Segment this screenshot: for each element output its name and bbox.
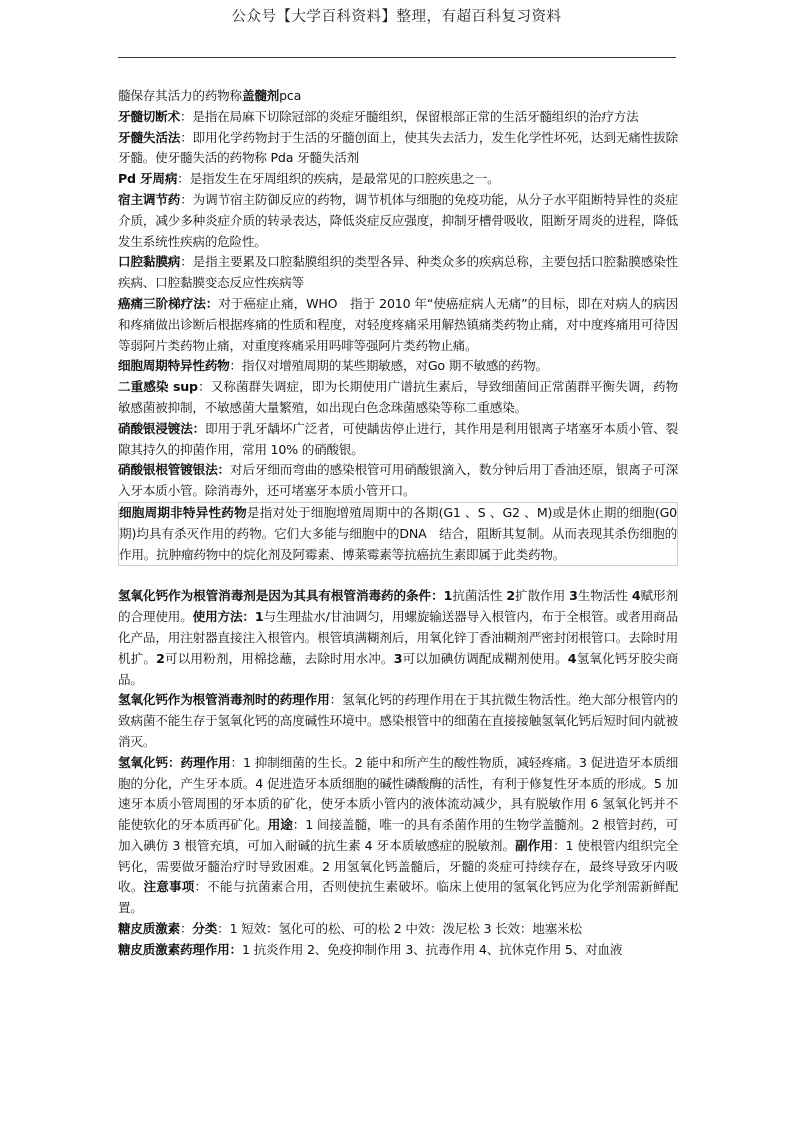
bold-term: 氢氧化钙作为根管消毒剂时的药理作用 [118, 692, 330, 708]
bold-term: 1 [254, 609, 264, 625]
body-text: ：1 使根管内组织完全钙化，需要做牙髓治疗时导致困难。2 用氢氧化钙盖髓后，牙髓的炎症可持续存在，最终导致牙内吸收。 [118, 837, 678, 895]
bold-term: 二重感染 sup [118, 379, 198, 395]
body-text: ：1 抑制细菌的生长。2 能中和所产生的酸性物质，减轻疼痛。3 促进造牙本质细胞的分化，产生牙本质。4 促进造牙本质细胞的碱性磷酸酶的活性，有利于修复性牙本质的形成。5 加速牙本质小管周围的牙本质的矿化，使牙本质小管内的液体流动减少，具有脱敏作用 6 氢氧化钙并不能使软化的牙本质再矿化。 [118, 754, 679, 833]
bold-term: 分类 [192, 921, 218, 937]
body-text: 与生理盐水/甘油调匀，用螺旋输送器导入根管内，布于全根管。或者用商品化产品，用注射器直接注入根管内。根管填满糊剂后，用氧化锌丁香油糊剂严密封闭根管口。去除时用机扩。 [118, 609, 678, 666]
body-text: ： [179, 921, 193, 937]
body-text: ：不能与抗菌素合用，否则使抗生素破坏。临床上使用的氢氧化钙应为化学剂需新鲜配置。 [118, 879, 679, 916]
body-text: ：为调节宿主防御反应的药物，调节机体与细胞的免疫功能，从分子水平阻断特异性的炎症介质，减少多种炎症介质的转录表达，降低炎症反应强度，抑制牙槽骨吸收，阻断牙周炎的进程，降低发生系统性疾病的危险性。 [118, 191, 678, 249]
paragraph-p7 [118, 294, 678, 356]
bold-term: 用途 [267, 817, 293, 833]
bold-term: 氢氧化钙：药理作用 [118, 754, 231, 770]
body-text: 是指对处于细胞增殖周期中的各期(G1 、S 、G2 、M)或是休止期的细胞(G0 期)均具有杀灭作用的药物。它们大多能与细胞中的DNA 结合，阻断其复制。从而表现其杀伤细胞的作用。抗肿瘤药物中的烷化剂及阿霉素、博莱霉素等抗癌抗生素即属于此类药物。 [119, 504, 677, 562]
bold-term: 3 [569, 588, 578, 604]
body-text: 抗菌活性 [452, 588, 507, 604]
body-text: ：1 间接盖髓，唯一的具有杀菌作用的生物学盖髓剂。2 根管封药，可加入碘仿 3 根管充填，可加入耐碱的抗生素 4 牙本质敏感症的脱敏剂。 [118, 817, 678, 853]
body-text: ：即用化学药物封于生活的牙髓创面上，使其失去活力，发生化学性坏死，达到无痛性拔除牙髓。使牙髓失活的药物称 Pda 牙髓失活剂 [118, 129, 678, 166]
paragraph-p9 [118, 377, 678, 419]
bold-term: 副作用 [515, 837, 553, 853]
bold-term: 牙髓失活法 [118, 129, 181, 145]
document-body [118, 86, 678, 961]
body-text: ：指仅对增殖周期的某些期敏感，对Go 期不敏感的药物。 [229, 358, 548, 374]
body-text: ：氢氧化钙的药理作用在于其抗微生物活性。绝大部分根管内的致病菌不能生存于氢氧化钙的高度碱性环境中。感染根管中的细菌在直接接触氢氧化钙后短时间内就被消灭。 [118, 692, 678, 749]
body-text: 生物活性 [577, 588, 632, 604]
bold-term: 使用方法： [192, 609, 255, 625]
bold-term: 注意事项 [143, 879, 195, 895]
paragraph-p16 [118, 919, 678, 940]
bold-term: 4 [631, 588, 641, 604]
body-text: ：是指主要累及口腔黏膜组织的类型各异、种类众多的疾病总称，主要包括口腔黏膜感染性疾病、口腔黏膜变态反应性疾病等 [118, 254, 678, 291]
bold-term: 盖髓剂 [241, 88, 280, 103]
body-text: ：是指在局麻下切除冠部的炎症牙髓组织，保留根部正常的生活牙髓组织的治疗方法 [179, 108, 639, 124]
body-text: 即用于乳牙龋坏广泛者，可使龋齿停止进行，其作用是利用银离子堵塞牙本质小管、裂隙其持久的抑菌作用，常用 10% 的硝酸银。 [118, 420, 678, 457]
body-text: 扩散作用 [514, 588, 570, 604]
bold-term: 细胞周期非特异性药物 [119, 504, 247, 520]
header-divider [118, 57, 676, 58]
paragraph-p14 [118, 690, 678, 752]
body-text: ：是指发生在牙周组织的疾病，是最常见的口腔疾患之一。 [177, 171, 500, 187]
bold-term: 细胞周期特异性药物 [118, 358, 230, 374]
body-text: 可以加碘仿调配成糊剂使用。 [402, 650, 568, 666]
body-text: ：又称菌群失调症，即为长期使用广谱抗生素后，导致细菌间正常菌群平衡失调，药物敏感菌被抑制，不敏感菌大量繁殖，如出现白色念珠菌感染等称二重感染。 [118, 379, 679, 415]
paragraph-p15 [118, 753, 678, 919]
body-text: 赋形剂的合理使用。 [118, 588, 678, 625]
paragraph-p10 [118, 419, 678, 461]
bold-term: 硝酸银浸镀法： [118, 420, 206, 436]
paragraph-p12 [118, 502, 678, 566]
bold-term: Pd 牙周病 [118, 171, 178, 187]
paragraph-p11 [118, 460, 678, 502]
bold-term: 牙髓切断术 [118, 108, 180, 124]
body-text: ：1 短效：氢化可的松、可的松 2 中效：泼尼松 3 长效：地塞米松 [217, 921, 582, 937]
bold-term: 口腔黏膜病 [118, 254, 181, 270]
bold-term: 氢氧化钙作为根管消毒剂是因为其具有根管消毒药的条件： [118, 588, 444, 604]
paragraph-p2 [118, 107, 678, 128]
body-text: 髓保存其活力的药物称 [118, 88, 242, 103]
bold-term: 宿主调节药 [118, 191, 181, 207]
bold-term: 硝酸银根管镀银法： [118, 462, 231, 478]
body-text: 氢氧化钙牙胶尖商品。 [118, 650, 679, 687]
bold-term: 2 [506, 588, 515, 604]
paragraph-p5 [118, 190, 678, 252]
paragraph-p3 [118, 128, 678, 170]
paragraph-p6 [118, 252, 678, 294]
page-header: 公众号【大学百科资料】整理，有超百科复习资料 [231, 9, 562, 25]
paragraph-gap [118, 566, 678, 586]
bold-term: 2 [156, 650, 165, 666]
paragraph-p8 [118, 356, 678, 377]
paragraph-p1 [118, 86, 678, 107]
bold-term: 1 [443, 588, 453, 604]
body-text: 对后牙细而弯曲的感染根管可用硝酸银滴入，数分钟后用丁香油还原，银离子可深入牙本质小管。除消毒外，还可堵塞牙本质小管开口。 [118, 462, 678, 499]
body-text: 对于癌症止痛，WHO 指于 2010 年“使癌症病人无痛”的目标，即在对病人的病因和疼痛做出诊断后根据疼痛的性质和程度，对轻度疼痛采用解热镇痛类药物止痛，对中度疼痛用可待因等弱阿片类药物止痛，对重度疼痛采用吗啡等强阿片类药物止痛。 [118, 295, 678, 353]
paragraph-p17 [118, 940, 678, 961]
bold-term: 糖皮质激素药理作用： [118, 941, 242, 957]
bold-term: 糖皮质激素 [118, 921, 180, 937]
bold-term: 4 [567, 650, 577, 666]
bold-term: 3 [393, 650, 403, 666]
paragraph-p4 [118, 169, 678, 190]
body-text: pca [279, 88, 302, 103]
body-text: 可以用粉剂，用棉捻蘸，去除时用水冲。 [164, 650, 394, 666]
body-text: 1 抗炎作用 2、免疫抑制作用 3、抗毒作用 4、抗休克作用 5、对血液 [241, 941, 623, 957]
paragraph-p13 [118, 586, 678, 690]
bold-term: 癌痛三阶梯疗法： [118, 295, 219, 311]
